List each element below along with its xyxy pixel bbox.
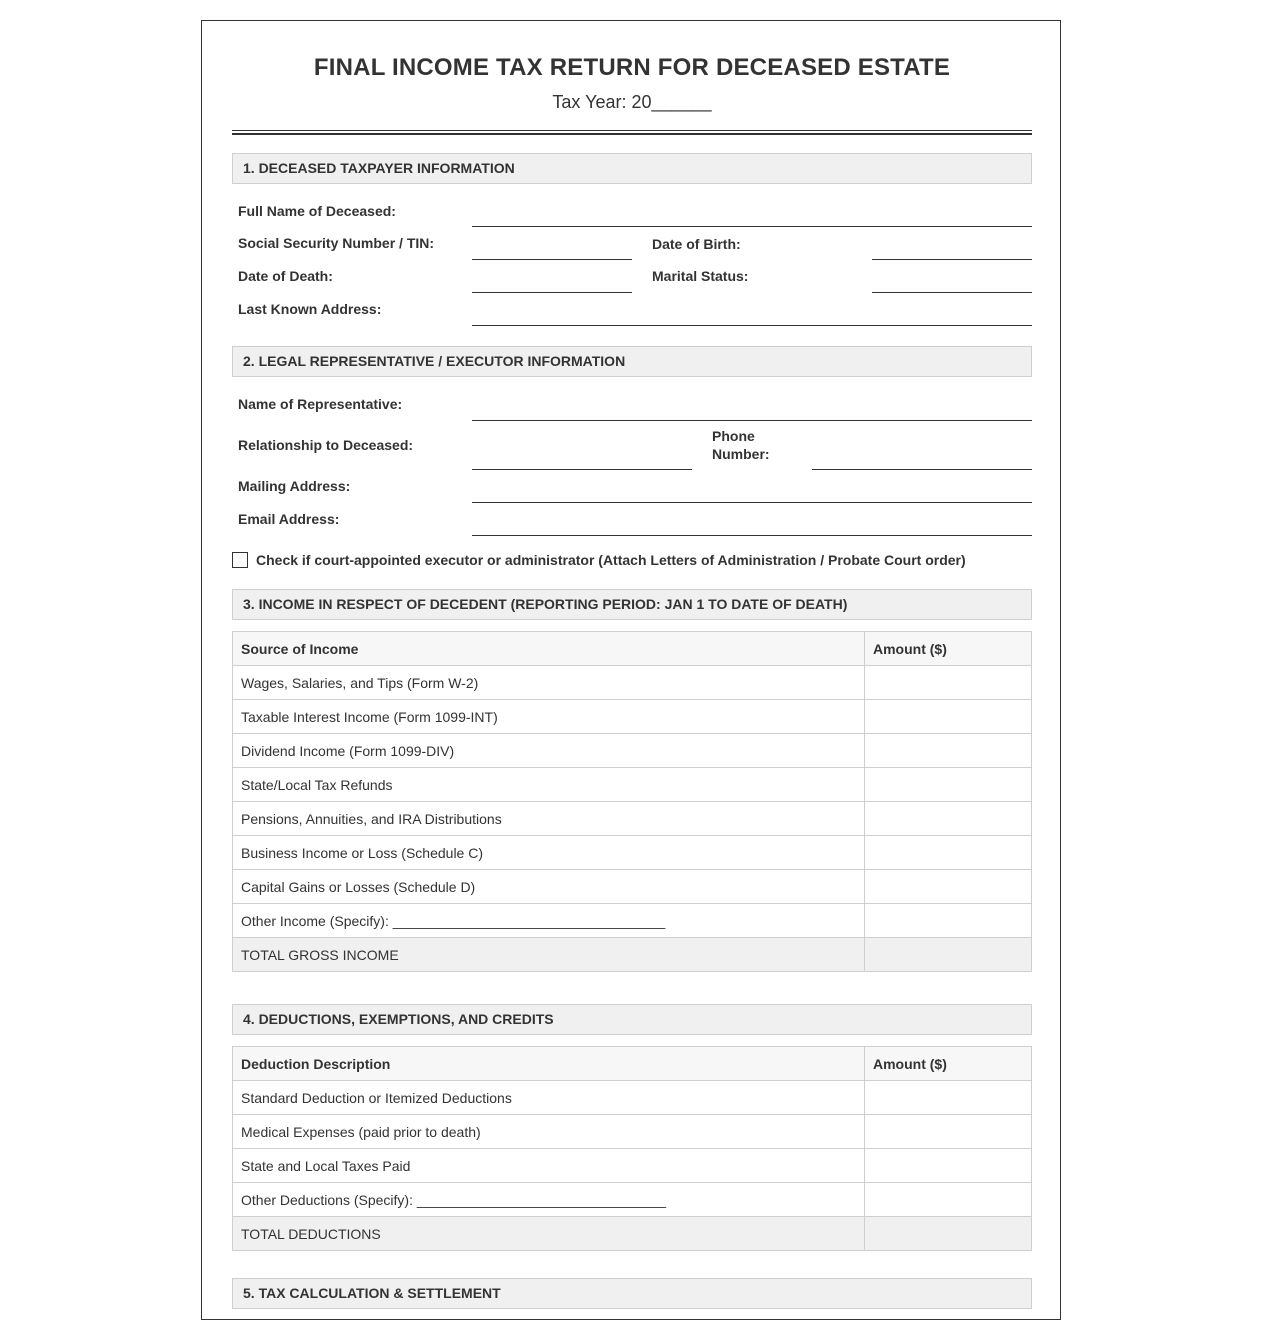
total-deductions-label: TOTAL DEDUCTIONS bbox=[233, 1217, 865, 1251]
relationship-field[interactable] bbox=[472, 469, 692, 470]
column-header-amount: Amount ($) bbox=[865, 1047, 1032, 1081]
amount-cell[interactable] bbox=[865, 904, 1032, 938]
ssn-field[interactable] bbox=[472, 259, 632, 260]
column-header-description: Deduction Description bbox=[233, 1047, 865, 1081]
phone-label-line2: Number: bbox=[712, 446, 770, 462]
dob-label: Date of Birth: bbox=[652, 236, 741, 252]
amount-cell[interactable] bbox=[865, 1183, 1032, 1217]
form-title: FINAL INCOME TAX RETURN FOR DECEASED ESTATE bbox=[313, 54, 951, 81]
table-row bbox=[233, 802, 1032, 836]
total-row bbox=[233, 938, 1032, 972]
deductions-table bbox=[232, 1046, 1032, 1251]
deduction-description-cell: Other Deductions (Specify): ________________________________ bbox=[233, 1183, 865, 1217]
ssn-label: Social Security Number / TIN: bbox=[238, 235, 435, 251]
total-row bbox=[233, 1217, 1032, 1251]
table-header-row bbox=[233, 1047, 1032, 1081]
section-3-heading: 3. INCOME IN RESPECT OF DECEDENT (REPORTING PERIOD: JAN 1 TO DATE OF DEATH) bbox=[232, 589, 1032, 620]
amount-cell[interactable] bbox=[865, 1081, 1032, 1115]
title-divider-thick bbox=[232, 133, 1032, 135]
dod-field[interactable] bbox=[472, 292, 632, 293]
amount-cell[interactable] bbox=[865, 768, 1032, 802]
email-label: Email Address: bbox=[238, 511, 340, 527]
deduction-description-cell: Medical Expenses (paid prior to death) bbox=[233, 1115, 865, 1149]
address-field[interactable] bbox=[472, 325, 1032, 326]
representative-name-field[interactable] bbox=[472, 420, 1032, 421]
table-row bbox=[233, 666, 1032, 700]
section-2-heading: 2. LEGAL REPRESENTATIVE / EXECUTOR INFORMATION bbox=[232, 346, 1032, 377]
full-name-label: Full Name of Deceased: bbox=[238, 203, 396, 219]
relationship-label: Relationship to Deceased: bbox=[238, 437, 414, 453]
mailing-address-field[interactable] bbox=[472, 502, 1032, 503]
column-header-amount: Amount ($) bbox=[865, 632, 1032, 666]
table-row bbox=[233, 1081, 1032, 1115]
court-appointed-label: Check if court-appointed executor or administrator (Attach Letters of Administration / Probate Court order) bbox=[256, 552, 966, 568]
phone-field[interactable] bbox=[812, 469, 1032, 470]
mailing-address-label: Mailing Address: bbox=[238, 478, 351, 494]
total-deductions-amount[interactable] bbox=[865, 1217, 1032, 1251]
amount-cell[interactable] bbox=[865, 802, 1032, 836]
table-row bbox=[233, 870, 1032, 904]
table-row bbox=[233, 1183, 1032, 1217]
table-header-row bbox=[233, 632, 1032, 666]
marital-status-label: Marital Status: bbox=[652, 268, 749, 284]
amount-cell[interactable] bbox=[865, 870, 1032, 904]
table-row bbox=[233, 1149, 1032, 1183]
amount-cell[interactable] bbox=[865, 1115, 1032, 1149]
income-source-cell: Pensions, Annuities, and IRA Distributions bbox=[233, 802, 865, 836]
email-field[interactable] bbox=[472, 535, 1032, 536]
income-source-cell: Dividend Income (Form 1099-DIV) bbox=[233, 734, 865, 768]
section-1-heading: 1. DECEASED TAXPAYER INFORMATION bbox=[232, 153, 1032, 184]
table-row bbox=[233, 1115, 1032, 1149]
amount-cell[interactable] bbox=[865, 700, 1032, 734]
table-row bbox=[233, 904, 1032, 938]
table-row bbox=[233, 700, 1032, 734]
income-table bbox=[232, 631, 1032, 972]
court-appointed-checkbox[interactable] bbox=[232, 552, 248, 568]
income-source-cell: State/Local Tax Refunds bbox=[233, 768, 865, 802]
amount-cell[interactable] bbox=[865, 836, 1032, 870]
deduction-description-cell: State and Local Taxes Paid bbox=[233, 1149, 865, 1183]
table-row bbox=[233, 836, 1032, 870]
total-gross-income-label: TOTAL GROSS INCOME bbox=[233, 938, 865, 972]
income-source-cell: Capital Gains or Losses (Schedule D) bbox=[233, 870, 865, 904]
address-label: Last Known Address: bbox=[238, 301, 382, 317]
amount-cell[interactable] bbox=[865, 666, 1032, 700]
phone-label-line1: Phone bbox=[712, 428, 755, 444]
income-source-cell: Taxable Interest Income (Form 1099-INT) bbox=[233, 700, 865, 734]
table-row bbox=[233, 768, 1032, 802]
income-source-cell: Other Income (Specify): ___________________________________ bbox=[233, 904, 865, 938]
amount-cell[interactable] bbox=[865, 1149, 1032, 1183]
total-gross-income-amount[interactable] bbox=[865, 938, 1032, 972]
marital-status-field[interactable] bbox=[872, 292, 1032, 293]
tax-year-field[interactable]: Tax Year: 20______ bbox=[552, 92, 712, 112]
dob-field[interactable] bbox=[872, 259, 1032, 260]
dod-label: Date of Death: bbox=[238, 268, 333, 284]
section-4-heading: 4. DEDUCTIONS, EXEMPTIONS, AND CREDITS bbox=[232, 1004, 1032, 1035]
column-header-source: Source of Income bbox=[233, 632, 865, 666]
form-page bbox=[201, 20, 1061, 1320]
title-divider bbox=[232, 130, 1032, 131]
section-5-heading: 5. TAX CALCULATION & SETTLEMENT bbox=[232, 1278, 1032, 1309]
amount-cell[interactable] bbox=[865, 734, 1032, 768]
income-source-cell: Wages, Salaries, and Tips (Form W-2) bbox=[233, 666, 865, 700]
table-row bbox=[233, 734, 1032, 768]
income-source-cell: Business Income or Loss (Schedule C) bbox=[233, 836, 865, 870]
deduction-description-cell: Standard Deduction or Itemized Deductions bbox=[233, 1081, 865, 1115]
representative-name-label: Name of Representative: bbox=[238, 396, 403, 412]
full-name-field[interactable] bbox=[472, 226, 1032, 227]
